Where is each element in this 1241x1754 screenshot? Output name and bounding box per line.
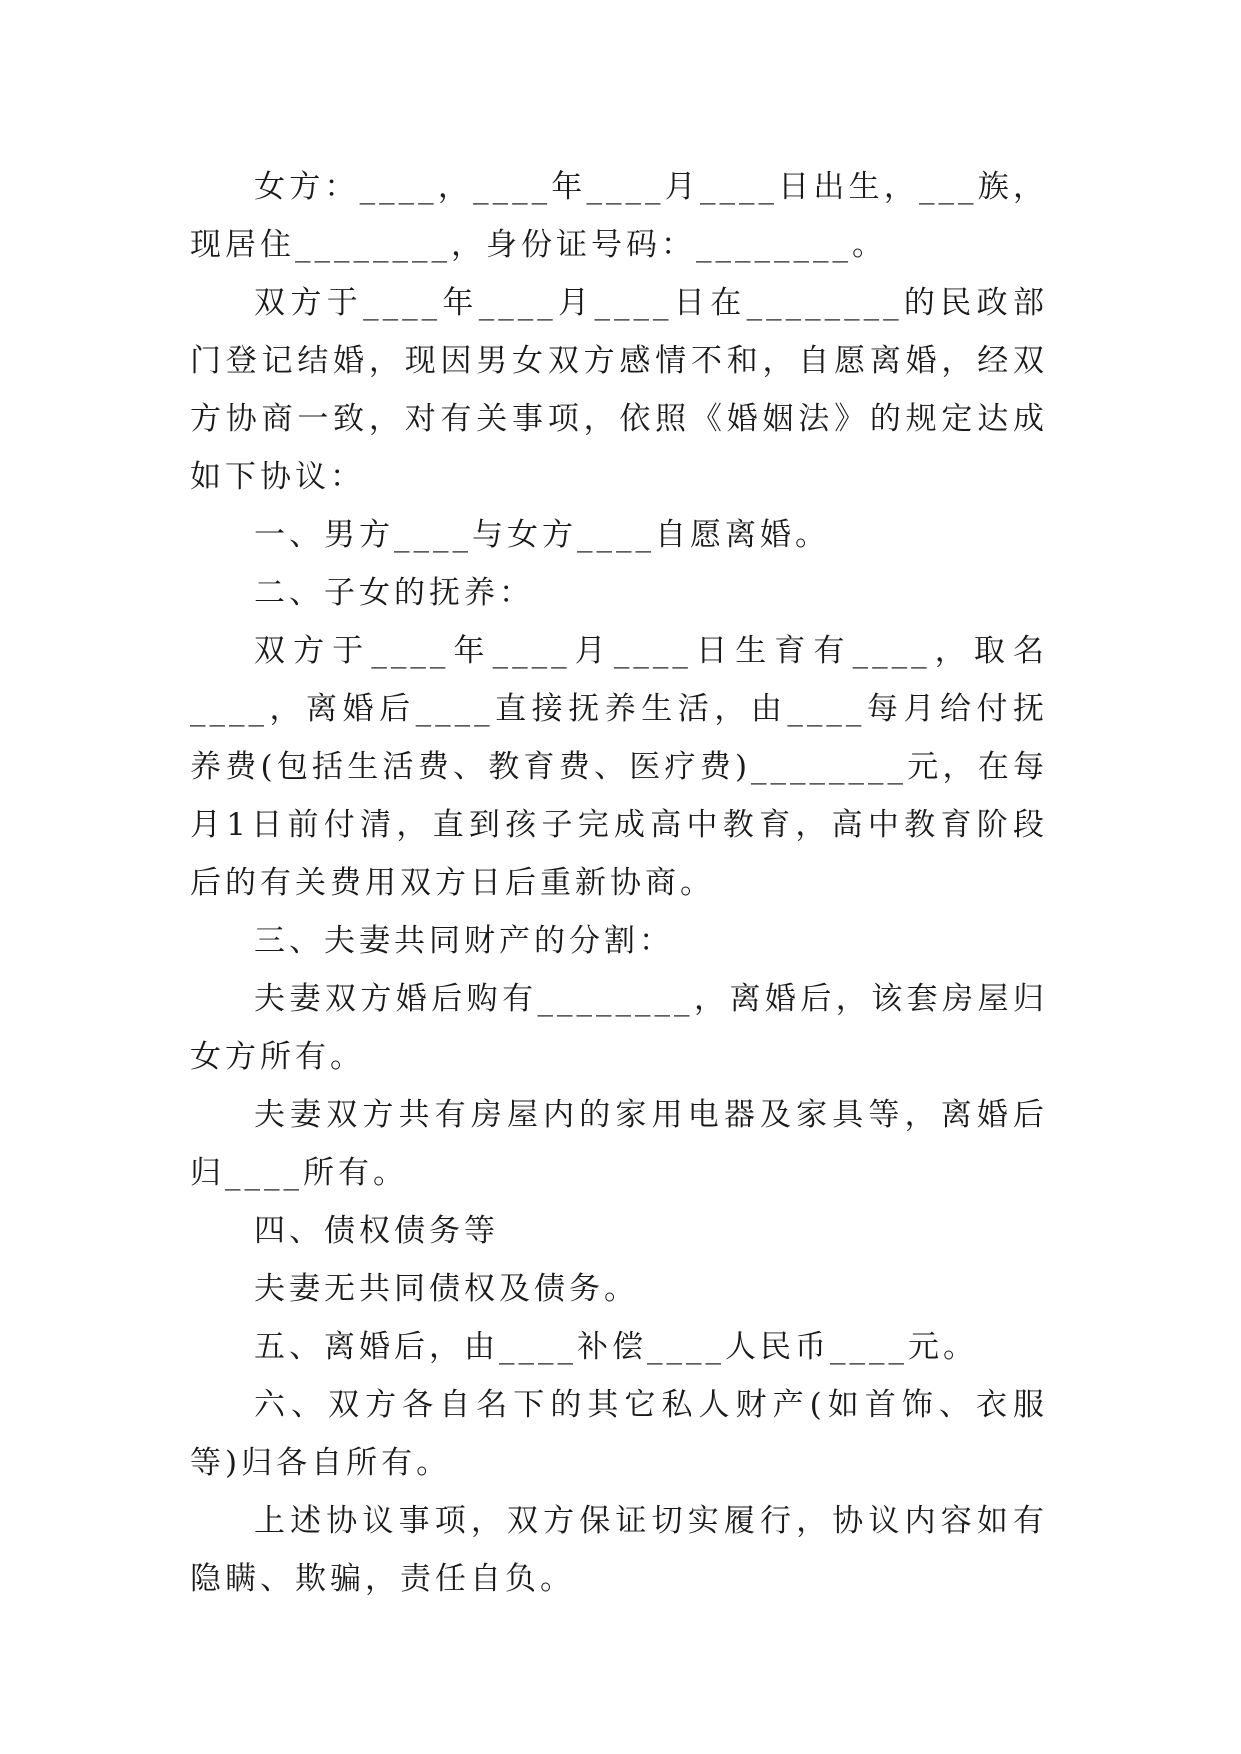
- paragraph-no-debts: 夫妻无共同债权及债务。: [254, 1271, 639, 1307]
- clause-4-heading-debts: 四、债权债务等: [254, 1213, 499, 1249]
- paragraph-female-party: 女方：____，____年____月____日出生，___族，现居住________，身份证号码：________。: [190, 169, 1048, 263]
- paragraph-appliances-furniture: 夫妻双方共有房屋内的家用电器及家具等，离婚后归____所有。: [190, 1097, 1048, 1191]
- paragraph-guarantee: 上述协议事项，双方保证切实履行，协议内容如有隐瞒、欺骗，责任自负。: [190, 1503, 1048, 1597]
- clause-3-heading-property-division: 三、夫妻共同财产的分割：: [254, 923, 674, 959]
- paragraph-child-support: 双方于____年____月____日生育有____，取名____，离婚后____直接抚养生活，由____每月给付抚养费(包括生活费、教育费、医疗费)________元，在每月1日前付清，直到孩子完成高中教育，高中教育阶段后的有关费用双方日后重新协商。: [190, 633, 1048, 901]
- agreement-body: [190, 158, 1048, 1608]
- clause-6-private-property: 六、双方各自名下的其它私人财产(如首饰、衣服等)归各自所有。: [190, 1387, 1048, 1481]
- clause-2-heading-child-custody: 二、子女的抚养：: [254, 575, 534, 611]
- paragraph-house: 夫妻双方婚后购有________，离婚后，该套房屋归女方所有。: [190, 981, 1048, 1075]
- clause-5-compensation: 五、离婚后，由____补偿____人民币____元。: [254, 1329, 978, 1365]
- clause-1-divorce: 一、男方____与女方____自愿离婚。: [254, 517, 830, 553]
- paragraph-marriage-registration: 双方于____年____月____日在________的民政部门登记结婚，现因男女双方感情不和，自愿离婚，经双方协商一致，对有关事项，依照《婚姻法》的规定达成如下协议：: [190, 285, 1048, 495]
